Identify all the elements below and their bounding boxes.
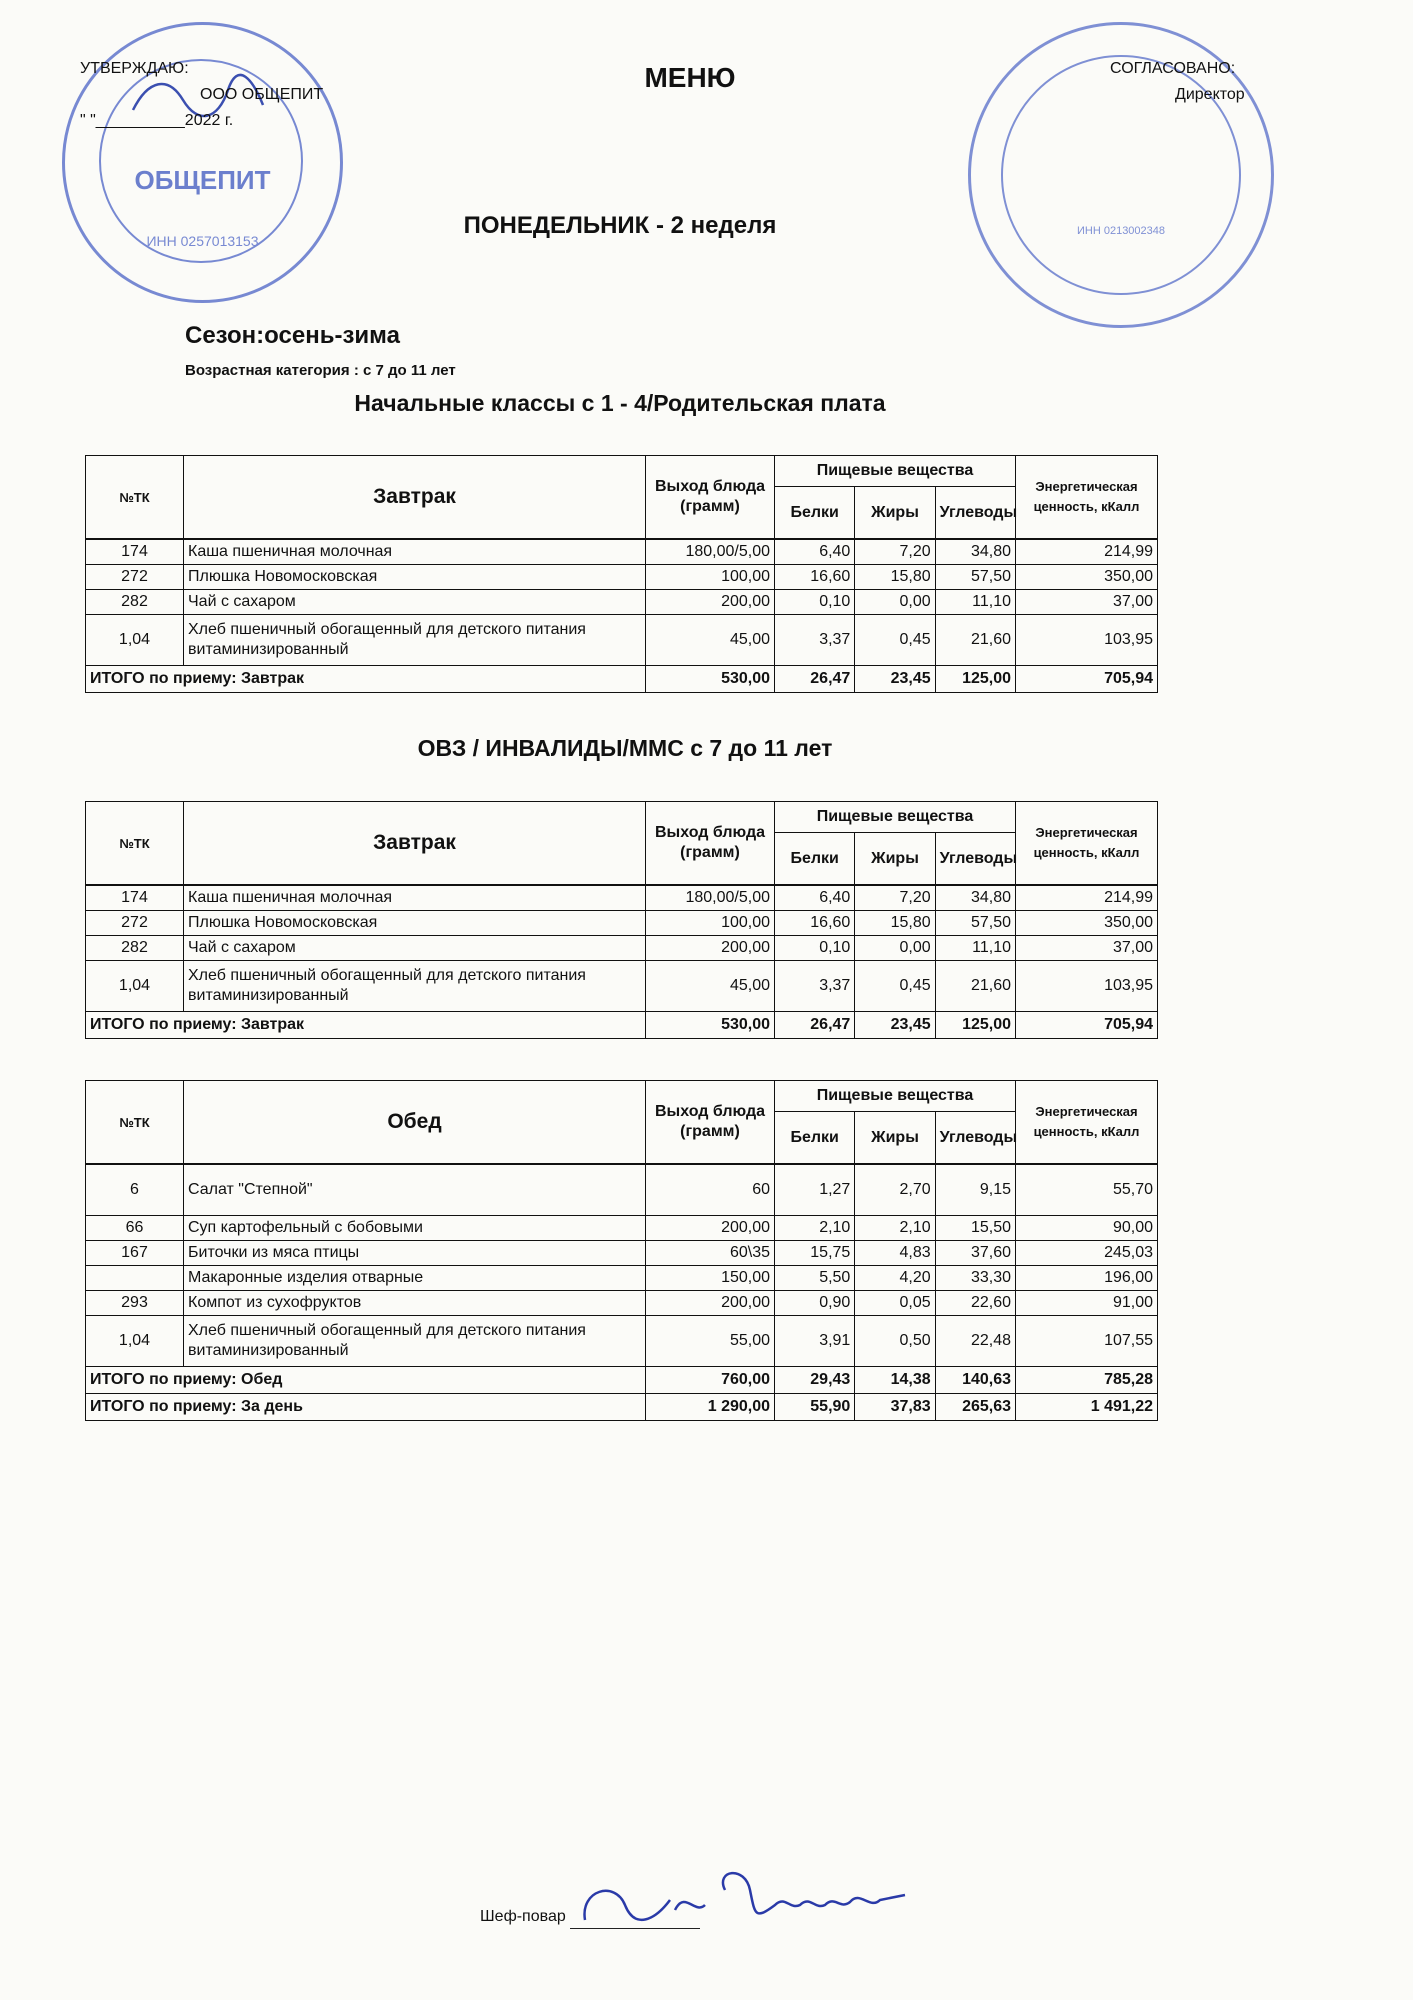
- table-row: 66 Суп картофельный с бобовыми 200,00 2,10 2,10 15,50 90,00: [86, 1216, 1158, 1241]
- col-protein: Белки: [775, 833, 855, 885]
- menu-day: ПОНЕДЕЛЬНИК - 2 неделя: [463, 212, 777, 239]
- table-row: Макаронные изделия отварные 150,00 5,50 4,20 33,30 196,00: [86, 1266, 1158, 1291]
- col-no: №ТК: [86, 456, 184, 540]
- table-row: 6 Салат "Степной" 60 1,27 2,70 9,15 55,70: [86, 1164, 1158, 1216]
- agree-role: Директор: [1175, 86, 1245, 103]
- table-row: 282 Чай с сахаром 200,00 0,10 0,00 11,10 37,00: [86, 936, 1158, 961]
- table-row: 293 Компот из сухофруктов 200,00 0,90 0,05 22,60 91,00: [86, 1291, 1158, 1316]
- col-nutrients: Пищевые вещества: [775, 802, 1016, 833]
- section-title-ovz: ОВЗ / ИНВАЛИДЫ/ММС с 7 до 11 лет: [417, 735, 833, 761]
- approve-label: УТВЕРЖДАЮ:: [80, 60, 189, 77]
- table-row: 1,04 Хлеб пшеничный обогащенный для детского питания витаминизированный 45,00 3,37 0,45 21,60 103,95: [86, 615, 1158, 666]
- chef-label: Шеф-повар: [480, 1908, 566, 1925]
- col-nutrients: Пищевые вещества: [775, 1081, 1016, 1112]
- col-meal: Завтрак: [184, 802, 646, 886]
- table-row: 174 Каша пшеничная молочная 180,00/5,00 6,40 7,20 34,80 214,99: [86, 539, 1158, 565]
- section-title-primary: Начальные классы с 1 - 4/Родительская плата: [354, 390, 886, 416]
- menu-table-ovz-lunch: [85, 1080, 1158, 1421]
- table-row: 1,04 Хлеб пшеничный обогащенный для детского питания витаминизированный 55,00 3,91 0,50 22,48 107,55: [86, 1316, 1158, 1367]
- col-fat: Жиры: [855, 833, 935, 885]
- col-output: Выход блюда (грамм): [646, 802, 775, 886]
- col-meal: Завтрак: [184, 456, 646, 540]
- approve-date: " "__________2022 г.: [80, 112, 234, 129]
- col-protein: Белки: [775, 1112, 855, 1164]
- stamp-brand: ОБЩЕПИТ: [134, 165, 271, 195]
- table-total-row: ИТОГО по приему: Завтрак 530,00 26,47 23,45 125,00 705,94: [86, 666, 1158, 693]
- agree-label: СОГЛАСОВАНО:: [1110, 60, 1236, 77]
- col-no: №ТК: [86, 802, 184, 886]
- table-row: 167 Биточки из мяса птицы 60\35 15,75 4,83 37,60 245,03: [86, 1241, 1158, 1266]
- table-row: 174 Каша пшеничная молочная 180,00/5,00 6,40 7,20 34,80 214,99: [86, 885, 1158, 911]
- col-no: №ТК: [86, 1081, 184, 1165]
- col-energy: Энергетическая ценность, кКалл: [1016, 456, 1158, 540]
- stamp-inn: ИНН 0257013153: [146, 233, 259, 249]
- col-carbs: Углеводы: [935, 487, 1015, 539]
- col-energy: Энергетическая ценность, кКалл: [1016, 1081, 1158, 1165]
- col-output: Выход блюда (грамм): [646, 456, 775, 540]
- table-total-row: ИТОГО по приему: Завтрак 530,00 26,47 23,45 125,00 705,94: [86, 1012, 1158, 1039]
- table-row: 272 Плюшка Новомосковская 100,00 16,60 15,80 57,50 350,00: [86, 565, 1158, 590]
- menu-table-primary-breakfast: [85, 455, 1158, 693]
- col-carbs: Углеводы: [935, 833, 1015, 885]
- page-title: МЕНЮ: [644, 62, 736, 93]
- col-fat: Жиры: [855, 487, 935, 539]
- stamp-inn: ИНН 0213002348: [1076, 225, 1166, 237]
- col-nutrients: Пищевые вещества: [775, 456, 1016, 487]
- col-energy: Энергетическая ценность, кКалл: [1016, 802, 1158, 886]
- col-protein: Белки: [775, 487, 855, 539]
- approve-org: ООО ОБЩЕПИТ: [200, 86, 324, 103]
- age-category: Возрастная категория : с 7 до 11 лет: [185, 362, 456, 379]
- table-row: 282 Чай с сахаром 200,00 0,10 0,00 11,10 37,00: [86, 590, 1158, 615]
- season: Сезон:осень-зима: [185, 322, 400, 349]
- menu-table-ovz-breakfast: [85, 801, 1158, 1039]
- col-meal: Обед: [184, 1081, 646, 1165]
- col-carbs: Углеводы: [935, 1112, 1015, 1164]
- col-output: Выход блюда (грамм): [646, 1081, 775, 1165]
- table-row: 1,04 Хлеб пшеничный обогащенный для детского питания витаминизированный 45,00 3,37 0,45 21,60 103,95: [86, 961, 1158, 1012]
- table-row: 272 Плюшка Новомосковская 100,00 16,60 15,80 57,50 350,00: [86, 911, 1158, 936]
- table-total-row: ИТОГО по приему: Обед 760,00 29,43 14,38 140,63 785,28: [86, 1367, 1158, 1394]
- table-day-total-row: ИТОГО по приему: За день 1 290,00 55,90 37,83 265,63 1 491,22: [86, 1394, 1158, 1421]
- signature-chef: [575, 1860, 915, 1940]
- col-fat: Жиры: [855, 1112, 935, 1164]
